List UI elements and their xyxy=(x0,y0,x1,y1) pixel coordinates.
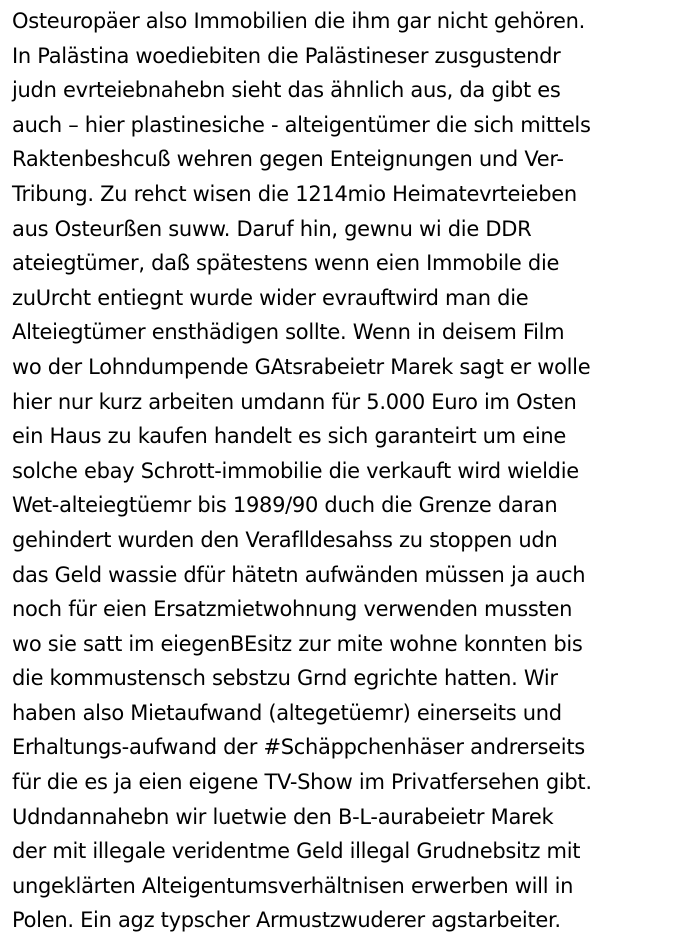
text-line: auch – hier plastinesiche - alteigentümer die sich mittels xyxy=(12,112,591,137)
text-line: für die es ja eien eigene TV-Show im Privatfersehen gibt. xyxy=(12,770,592,795)
text-line: die kommustensch sebstzu Grnd egrichte hatten. Wir xyxy=(12,666,558,691)
text-line: solche ebay Schrott-immobilie die verkauft wird wieldie xyxy=(12,458,579,483)
text-line: Erhaltungs-aufwand der #Schäppchenhäser andrerseits xyxy=(12,735,585,760)
text-line: Polen. Ein agz typscher Armustzwuderer agstarbeiter. xyxy=(12,908,561,933)
text-line: der mit illegale veridentme Geld illegal Grudnebsitz mit xyxy=(12,839,581,864)
text-line: Udndannahebn wir luetwie den B-L-aurabeietr Marek xyxy=(12,804,554,829)
text-line: wo sie satt im eiegenBEsitz zur mite wohne konnten bis xyxy=(12,631,583,656)
text-line: haben also Mietaufwand (altegetüemr) einerseits und xyxy=(12,700,562,725)
text-line: Alteiegtümer ensthädigen sollte. Wenn in deisem Film xyxy=(12,320,565,345)
text-line: judn evrteiebnahebn sieht das ähnlich aus, da gibt es xyxy=(12,78,561,103)
text-line: Osteuropäer also Immobilien die ihm gar nicht gehören. xyxy=(12,9,585,33)
body-text xyxy=(12,4,680,938)
text-line: Wet-alteiegtüemr bis 1989/90 duch die Grenze daran xyxy=(12,493,558,518)
text-line: das Geld wassie dfür hätetn aufwänden müssen ja auch xyxy=(12,562,586,587)
text-line: ein Haus zu kaufen handelt es sich garanteirt um eine xyxy=(12,424,566,449)
text-line: noch für eien Ersatzmietwohnung verwenden mussten xyxy=(12,597,573,622)
text-line: Tribung. Zu rehct wisen die 1214mio Heimatevrteieben xyxy=(12,181,577,206)
text-line: aus Osteurßen suww. Daruf hin, gewnu wi die DDR xyxy=(12,216,532,241)
text-line: gehindert wurden den Veraflldesahss zu stoppen udn xyxy=(12,527,558,552)
text-line: ungeklärten Alteigentumsverhältnisen erwerben will in xyxy=(12,873,574,898)
text-line: In Palästina woediebiten die Palästineser zusgustendr xyxy=(12,43,561,68)
text-line: wo der Lohndumpende GAtsrabeietr Marek sagt er wolle xyxy=(12,354,591,379)
text-line: hier nur kurz arbeiten umdann für 5.000 Euro im Osten xyxy=(12,389,577,414)
text-line: zuUrcht entiegnt wurde wider evrauftwird man die xyxy=(12,285,529,310)
text-line: ateiegtümer, daß spätestens wenn eien Immobile die xyxy=(12,251,560,276)
text-line: Raktenbeshcuß wehren gegen Enteignungen und Ver- xyxy=(12,147,564,172)
